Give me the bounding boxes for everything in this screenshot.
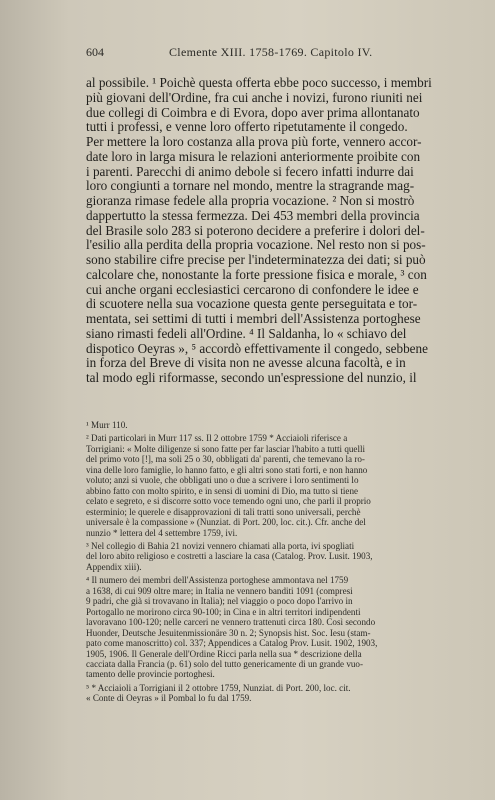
text-line: tal modo egli riformasse, secondo un'espressione del nunzio, il <box>86 370 417 385</box>
footnote-line: ³ Nel collegio di Bahia 21 novizi vennero chiamati alla porta, ivi spogliati <box>86 540 355 551</box>
footnote-line: esterminio; le querele e disapprovazioni di tali tratti sono universali, perchè <box>86 506 361 517</box>
text-line: sono stabilire cifre precise per l'indeterminatezza dei dati; si può <box>86 252 426 267</box>
text-line: Per mettere la loro costanza alla prova più forte, vennero accor- <box>86 134 422 149</box>
footnote <box>86 420 470 430</box>
text-line: cui anche organi ecclesiastici cercarono di confondere le idee e <box>86 281 419 297</box>
text-line: loro congiunti a tornare nel mondo, mentre la stragrande mag- <box>86 178 415 194</box>
footnote-line: Appendix xiii). <box>86 561 142 572</box>
page-number: 604 <box>86 45 104 59</box>
footnote <box>86 683 470 704</box>
footnote-line: voluto; anzi si vuole, che obbligati uno o due a scrivere i loro sentimenti lo <box>86 475 359 486</box>
footnote-line: tamento delle provincie portoghesi. <box>86 669 215 680</box>
footnote <box>86 541 470 572</box>
footnote-line: lavoravano 100-120; nelle carceri ne vennero trattenuti circa 180. Così secondo <box>86 617 376 628</box>
footnote <box>86 575 470 680</box>
footnote-line: abbino fatto con molto spirito, e in sensi di uomini di Dio, ma tutto si tiene <box>86 485 359 496</box>
footnote-line: 1905, 1906. Il Generale dell'Ordine Ricci parla nella sua * descrizione della <box>86 648 362 659</box>
footnote-line: ¹ Murr 110. <box>86 420 128 430</box>
footnote-line: vina delle loro famiglie, lo hanno fatto, e gli altri sono stati forti, e non hanno <box>86 464 368 475</box>
footnotes <box>86 420 470 704</box>
footnote-line: 9 padri, che già si trovavano in Italia); nel viaggio o poco dopo l'arrivo in <box>86 596 353 607</box>
page-header <box>86 43 485 61</box>
text-line: più giovani dell'Ordine, fra cui anche i novizi, furono riuniti nei <box>86 89 423 105</box>
text-line: tutti i professi, e venne loro offerto ripetutamente il congedo. <box>86 119 408 135</box>
text-line: del Brasile solo 283 si poterono decidere a preferire i dolori del- <box>86 222 425 238</box>
footnote <box>86 433 470 538</box>
text-line: dispotico Oeyras », ⁵ accordò effettivamente il congedo, sebbene <box>86 340 428 356</box>
text-line: date loro in larga misura le relazioni anteriormente proibite con <box>86 148 421 164</box>
text-line: al possibile. ¹ Poichè questa offerta ebbe poco successo, i membri <box>86 75 432 90</box>
footnote-line: Portogallo ne morirono circa 90-100; in Cina e in altri territori indipendenti <box>86 606 361 617</box>
footnote-line: celato e segreto, e si discorre sotto voce temendo ogni uno, che parli il proprio <box>86 496 371 507</box>
footnote-line: nunzio * lettera del 4 settembre 1759, ivi. <box>86 527 238 538</box>
footnote-line: « Conte di Oeyras » il Pombal lo fu dal 1759. <box>86 693 252 704</box>
running-title: Clemente XIII. 1758-1769. Capitolo IV. <box>169 45 373 59</box>
text-line: mentata, sei settimi di tutti i membri dell'Assistenza portoghese <box>86 311 421 326</box>
text-line: l'esilio alla perdita della propria vocazione. Nel resto non si pos- <box>86 237 426 253</box>
footnote-line: ⁵ * Acciaioli a Torrigiani il 2 ottobre 1759, Nunziat. di Port. 200, loc. cit. <box>86 682 351 693</box>
footnote-line: Torrigiani: « Molte diligenze si sono fatte per far lasciar l'habito a tutti quelli <box>86 443 366 454</box>
footnote-line: cacciata dalla Francia (p. 61) solo del tutto genericamente di un grande vuo- <box>86 658 363 669</box>
text-line: siano rimasti fedeli all'Ordine. ⁴ Il Saldanha, lo « schiavo del <box>86 325 407 341</box>
footnote-line: a 1638, di cui 909 oltre mare; in Italia ne vennero banditi 1091 (compresi <box>86 585 353 596</box>
main-text <box>86 76 470 386</box>
footnote-line: del loro abito religioso e costretti a lasciare la casa (Catalog. Prov. Lusit. 1903, <box>86 551 373 562</box>
text-line: in forza del Breve di visita non ne avesse alcuna facoltà, e in <box>86 355 406 371</box>
text-line: dappertutto la stessa fermezza. Dei 453 membri della provincia <box>86 207 420 223</box>
footnote-line: del primo voto [!], ma soli 25 o 30, obbligati da' parenti, che temevano la ro- <box>86 454 365 465</box>
text-line: di scuotere nella sua vocazione questa gente perseguitata e tor- <box>86 296 418 312</box>
text-line: gioranza rimase fedele alla propria vocazione. ² Non si mostrò <box>86 193 415 208</box>
footnote-line: ⁴ Il numero dei membri dell'Assistenza portoghese ammontava nel 1759 <box>86 575 349 586</box>
footnote-line: ² Dati particolari in Murr 117 ss. Il 2 ottobre 1759 * Acciaioli riferisce a <box>86 433 348 444</box>
text-line: calcolare che, nonostante la forte pressione fisica e morale, ³ con <box>86 266 427 282</box>
text-line: i parenti. Parecchi di animo debole si fecero infatti indurre dai <box>86 163 414 179</box>
footnote-line: Huonder, Deutsche Jesuitenmissionäre 30 n. 2; Synopsis hist. Soc. Iesu (stam- <box>86 627 371 638</box>
footnote-line: universale è la compassione » (Nunziat. di Port. 200, loc. cit.). Cfr. anche del <box>86 517 366 528</box>
footnote-line: pato come manoscritto) col. 337; Appendices a Catalog Prov. Lusit. 1902, 1903, <box>86 638 378 649</box>
text-line: due collegi di Coimbra e di Evora, dopo aver prima allontanato <box>86 104 420 120</box>
